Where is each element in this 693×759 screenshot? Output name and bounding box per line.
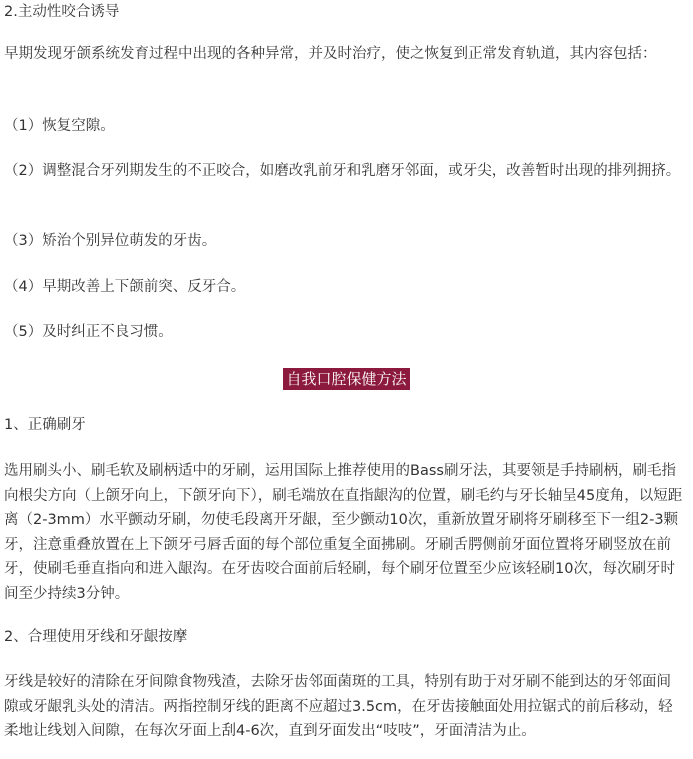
list-item-4: （4）早期改善上下颌前突、反牙合。: [4, 279, 246, 295]
section-2-body: 牙线是较好的清除在牙间隙食物残渣，去除牙齿邻面菌斑的工具，特别有助于对牙刷不能到达的牙邻面间隙或牙龈乳头处的清洁。两指控制牙线的距离不应超过3.5cm，在牙齿接触面处用拉锯式的前后移动，轻柔地让线划入间隙，在每次牙面上刮4-6次，直到牙面发出“吱吱”，牙面清洁为止。: [4, 674, 673, 739]
list-item-2: （2）调整混合牙列期发生的不正咬合，如磨改乳前牙和乳磨牙邻面，或牙尖，改善暂时出现的排列拥挤。: [4, 163, 681, 179]
list-item-5: （5）及时纠正不良习惯。: [4, 324, 173, 340]
intro-paragraph: 早期发现牙颌系统发育过程中出现的各种异常，并及时治疗，使之恢复到正常发育轨道，其内容包括：: [4, 46, 657, 62]
section-banner: 自我口腔保健方法: [283, 368, 409, 390]
section-1-body: 选用刷头小、刷毛软及刷柄适中的牙刷，运用国际上推荐使用的Bass刷牙法，其要领是手持刷柄，刷毛指向根尖方向（上颌牙向上，下颌牙向下），刷毛端放在直指龈沟的位置，刷毛约与牙长轴呈45度角，以短距离（2-3mm）水平颤动牙刷，勿使毛段离开牙龈，至少颤动10次，重新放置牙刷将牙刷移至下一组2-3颗牙，注意重叠放置在上下颌牙弓唇舌面的每个部位重复全面拂刷。牙刷舌腭侧前牙面位置将牙刷竖放在前牙，使刷毛垂直指向和进入龈沟。在牙齿咬合面前后轻刷，每个刷牙位置至少应该轻刷10次，每次刷牙时间至少持续3分钟。: [4, 463, 683, 602]
section-1-title: 1、正确刷牙: [4, 417, 86, 433]
list-item-1: （1）恢复空隙。: [4, 118, 115, 134]
banner-container: [0, 368, 693, 390]
list-item-3: （3）矫治个别异位萌发的牙齿。: [4, 233, 217, 249]
section-2-title: 2、合理使用牙线和牙龈按摩: [4, 629, 188, 645]
section-heading: 2.主动性咬合诱导: [4, 4, 120, 20]
